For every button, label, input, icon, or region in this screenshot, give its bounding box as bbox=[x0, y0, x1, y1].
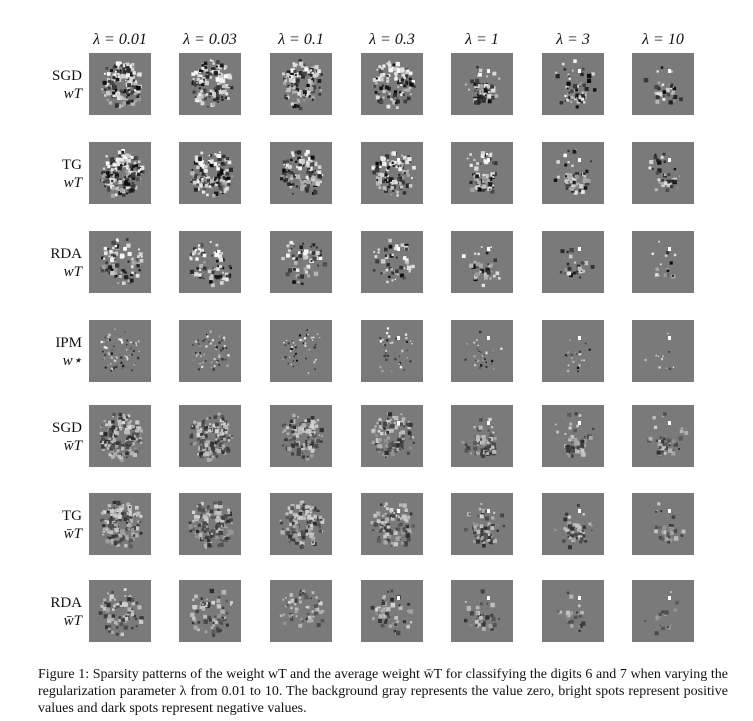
weight-map bbox=[361, 493, 423, 555]
weight-map bbox=[361, 405, 423, 467]
row-weight: wT bbox=[63, 264, 82, 280]
weight-map bbox=[179, 493, 241, 555]
row-method: RDA bbox=[50, 595, 82, 611]
row-method: RDA bbox=[50, 246, 82, 262]
figure-caption: Figure 1: Sparsity patterns of the weight wT and the average weight w̄T for classifying the digits 6 and 7 when varying the regularization parameter λ from 0.01 to 10. The background gray represents the value zero, bright spots represent positive values and dark spots represent negative values. bbox=[38, 667, 728, 716]
column-header: λ = 0.1 bbox=[278, 31, 324, 48]
weight-map bbox=[542, 493, 604, 555]
row-label bbox=[30, 67, 82, 103]
row-method: TG bbox=[62, 157, 82, 173]
column-header: λ = 1 bbox=[465, 31, 499, 48]
weight-map bbox=[361, 231, 423, 293]
weight-map bbox=[542, 405, 604, 467]
row-method: SGD bbox=[51, 420, 82, 436]
column-header: λ = 3 bbox=[556, 31, 590, 48]
weight-map bbox=[542, 142, 604, 204]
row-weight: wT bbox=[63, 175, 82, 191]
weight-map bbox=[89, 493, 151, 555]
weight-map bbox=[542, 53, 604, 115]
weight-map bbox=[451, 320, 513, 382]
weight-map bbox=[270, 493, 332, 555]
weight-map bbox=[270, 405, 332, 467]
weight-map bbox=[451, 493, 513, 555]
weight-map bbox=[632, 405, 694, 467]
weight-map bbox=[179, 320, 241, 382]
weight-map bbox=[361, 53, 423, 115]
weight-map bbox=[451, 405, 513, 467]
row-weight: w̄T bbox=[63, 526, 82, 542]
weight-map bbox=[542, 231, 604, 293]
weight-map bbox=[179, 53, 241, 115]
row-weight: w⋆ bbox=[62, 353, 82, 369]
row-weight: w̄T bbox=[63, 438, 82, 454]
weight-map bbox=[632, 320, 694, 382]
weight-map bbox=[270, 142, 332, 204]
weight-map bbox=[451, 53, 513, 115]
weight-map bbox=[179, 142, 241, 204]
weight-map bbox=[179, 231, 241, 293]
weight-map bbox=[179, 580, 241, 642]
row-weight: w̄T bbox=[63, 613, 82, 629]
row-label bbox=[30, 594, 82, 630]
row-method: SGD bbox=[51, 68, 82, 84]
weight-map bbox=[632, 231, 694, 293]
weight-map bbox=[451, 231, 513, 293]
column-header: λ = 10 bbox=[642, 31, 684, 48]
weight-map bbox=[542, 580, 604, 642]
weight-map bbox=[632, 53, 694, 115]
weight-map bbox=[270, 231, 332, 293]
weight-map bbox=[89, 142, 151, 204]
row-weight: wT bbox=[63, 86, 82, 102]
weight-map bbox=[270, 320, 332, 382]
row-label bbox=[30, 156, 82, 192]
weight-map bbox=[89, 405, 151, 467]
weight-map bbox=[89, 320, 151, 382]
weight-map bbox=[89, 231, 151, 293]
column-header: λ = 0.01 bbox=[93, 31, 147, 48]
weight-map bbox=[632, 580, 694, 642]
weight-map bbox=[89, 580, 151, 642]
row-label bbox=[30, 507, 82, 543]
weight-map bbox=[451, 142, 513, 204]
weight-map bbox=[179, 405, 241, 467]
row-label bbox=[30, 419, 82, 455]
row-method: TG bbox=[62, 508, 82, 524]
weight-map bbox=[451, 580, 513, 642]
weight-map bbox=[361, 580, 423, 642]
column-header: λ = 0.3 bbox=[369, 31, 415, 48]
row-label bbox=[30, 245, 82, 281]
weight-map bbox=[632, 493, 694, 555]
weight-map bbox=[542, 320, 604, 382]
weight-map bbox=[270, 53, 332, 115]
weight-map bbox=[632, 142, 694, 204]
column-header: λ = 0.03 bbox=[183, 31, 237, 48]
weight-map bbox=[361, 320, 423, 382]
row-method: IPM bbox=[55, 335, 82, 351]
weight-map bbox=[361, 142, 423, 204]
weight-map bbox=[89, 53, 151, 115]
weight-map bbox=[270, 580, 332, 642]
row-label bbox=[30, 334, 82, 370]
